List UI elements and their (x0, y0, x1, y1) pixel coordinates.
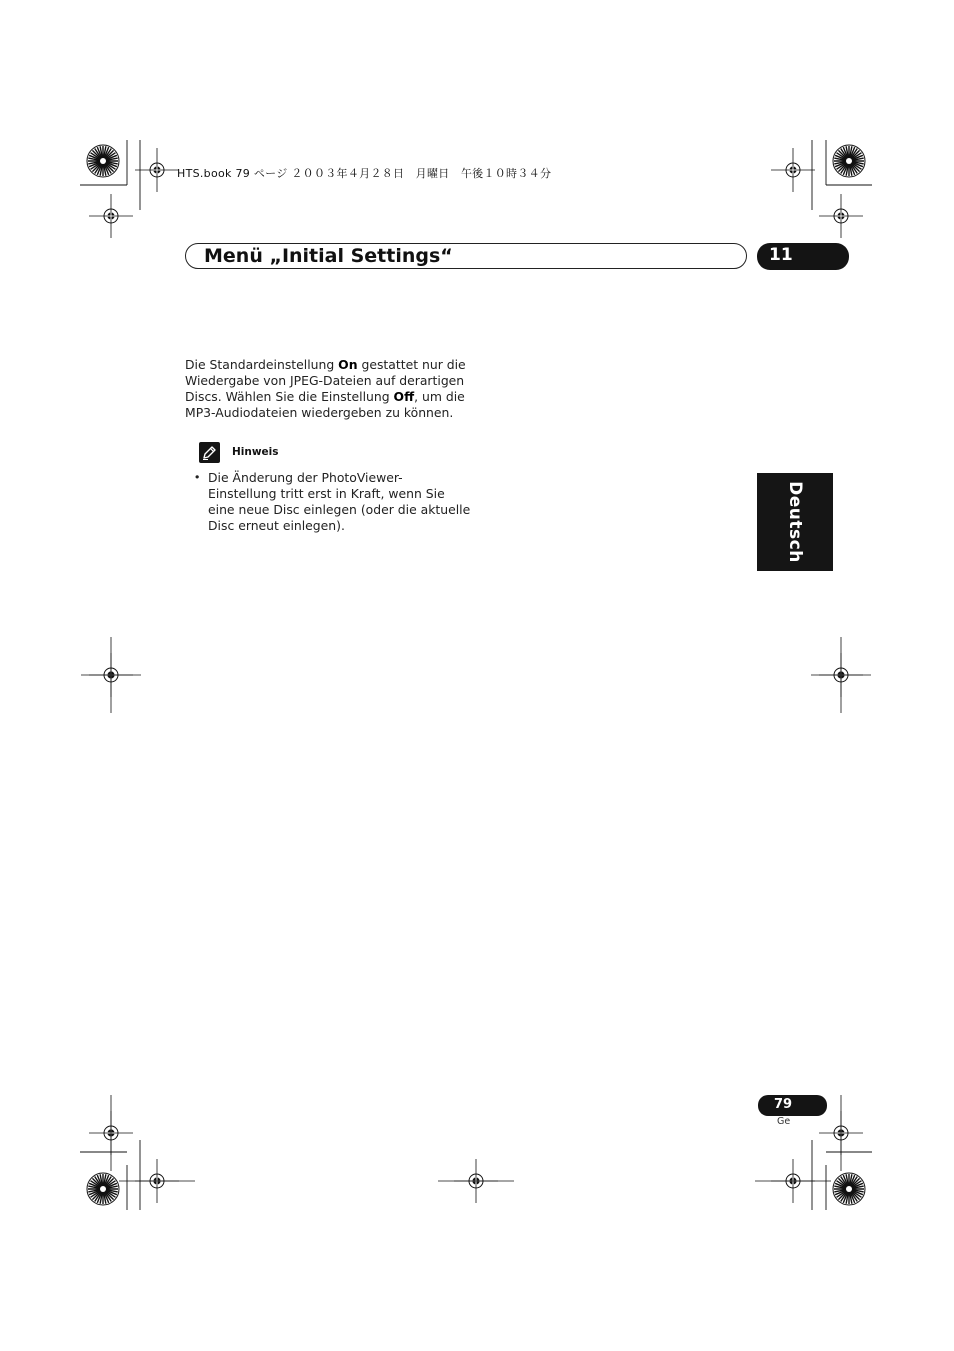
setting-off: Off (393, 389, 415, 404)
note-line: Die Änderung der PhotoViewer- (208, 470, 403, 485)
body-text: MP3-Audiodateien wiedergeben zu können. (185, 405, 454, 420)
note-text (208, 470, 471, 534)
note-title: Hinweis (232, 446, 279, 458)
body-text: Discs. Wählen Sie die Einstellung (185, 389, 394, 404)
body-text: Die Standardeinstellung (185, 357, 339, 372)
setting-on: On (338, 357, 358, 372)
body-paragraph (185, 357, 466, 421)
note-line: Disc erneut einlegen). (208, 518, 345, 533)
bullet: • (195, 470, 200, 484)
page-language-code: Ge (777, 1116, 791, 1127)
note-line: Einstellung tritt erst in Kraft, wenn Sie (208, 486, 445, 501)
print-header: HTS.book 79 ページ ２００３年４月２８日 月曜日 午後１０時３４分 (177, 167, 552, 180)
pencil-note-icon (199, 442, 220, 463)
language-label: Deutsch (785, 481, 805, 563)
note-line: eine neue Disc einlegen (oder die aktuelle (208, 502, 471, 517)
chapter-title: Menü „Initial Settings“ (204, 245, 453, 267)
body-text: Wiedergabe von JPEG-Dateien auf derartigen (185, 373, 465, 388)
page-number-tab (758, 1095, 827, 1116)
page-number: 79 (774, 1097, 793, 1112)
body-text: gestattet nur die (357, 357, 466, 372)
chapter-number: 11 (769, 245, 793, 265)
body-text: , um die (414, 389, 465, 404)
